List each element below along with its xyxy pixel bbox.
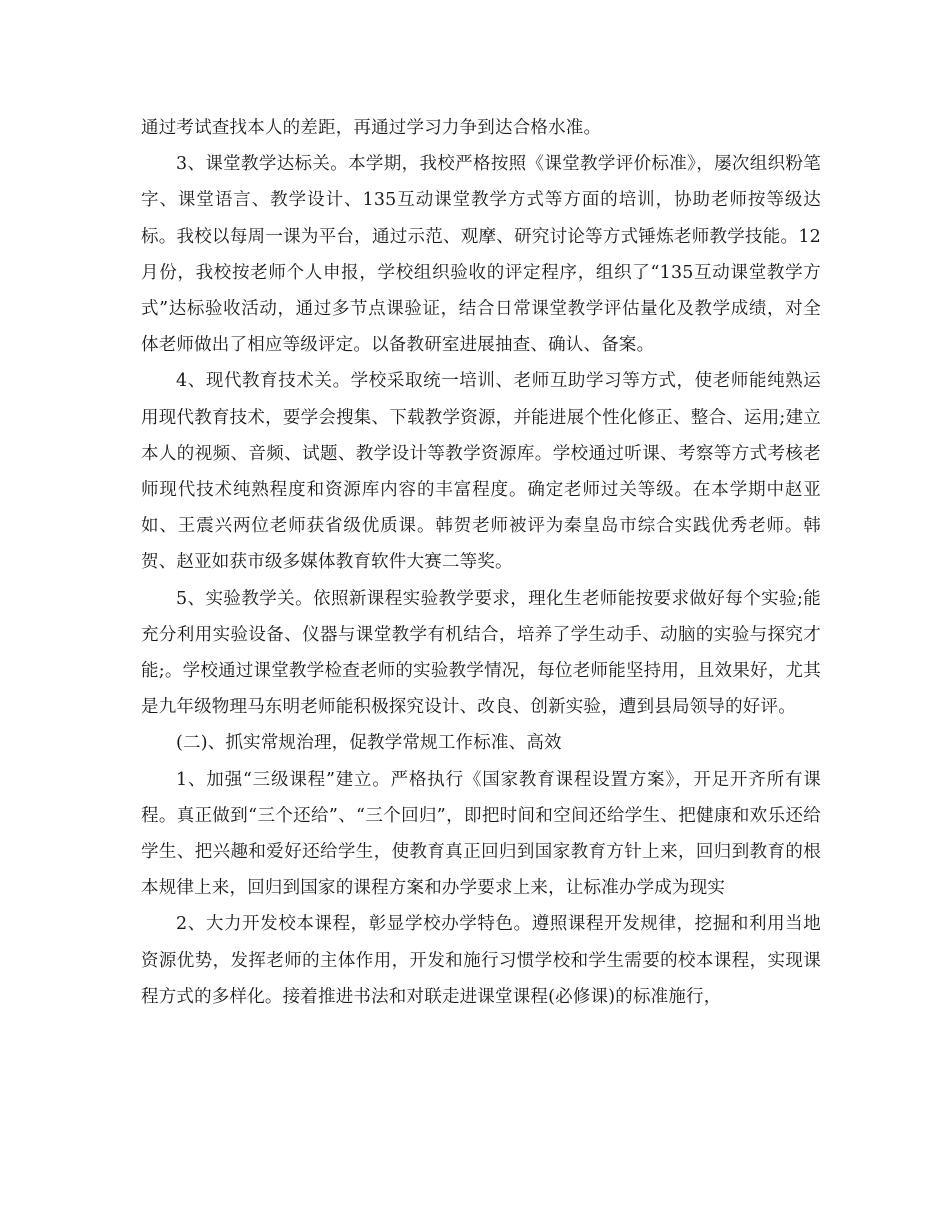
paragraph-5: 1、加强“三级课程”建立。严格执行《国家教育课程设置方案》，开足开齐所有课程。真正做到“三个还给”、“三个回归”，即把时间和空间还给学生、把健康和欢乐还给学生、把兴趣和爱好还给学生，使教育真正回归到国家教育方针上来，回归到教育的根本规律上来，回归到国家的课程方案和办学要求上来，让标准办学成为现实	[141, 769, 821, 899]
document-body	[141, 110, 821, 1015]
paragraph-2: 3、课堂教学达标关。本学期，我校严格按照《课堂教学评价标准》，屡次组织粉笔字、课堂语言、教学设计、135互动课堂教学方式等方面的培训，协助老师按等级达标。我校以每周一课为平台，通过示范、观摩、研究讨论等方式锤炼老师教学技能。12月份，我校按老师个人申报，学校组织验收的评定程序，组织了“135互动课堂教学方式”达标验收活动，通过多节点课验证，结合日常课堂教学评估量化及教学成绩，对全体老师做出了相应等级评定。以备教研室进展抽查、确认、备案。	[141, 154, 821, 356]
paragraph-3: 4、现代教育技术关。学校采取统一培训、老师互助学习等方式，使老师能纯熟运用现代教育技术，要学会搜集、下载教学资源，并能进展个性化修正、整合、运用;建立本人的视频、音频、试题、教学设计等教学资源库。学校通过听课、考察等方式考核老师现代技术纯熟程度和资源库内容的丰富程度。确定老师过关等级。在本学期中赵亚如、王震兴两位老师获省级优质课。韩贺老师被评为秦皇岛市综合实践优秀老师。韩贺、赵亚如获市级多媒体教育软件大赛二等奖。	[141, 371, 821, 573]
paragraph-1: 通过考试查找本人的差距，再通过学习力争到达合格水准。	[141, 118, 602, 138]
paragraph-4: 5、实验教学关。依照新课程实验教学要求，理化生老师能按要求做好每个实验;能充分利用实验设备、仪器与课堂教学有机结合，培养了学生动手、动脑的实验与探究才能;。学校通过课堂教学检查老师的实验教学情况，每位老师能坚持用，且效果好，尤其是九年级物理马东明老师能积极探究设计、改良、创新实验，遭到县局领导的好评。	[141, 588, 821, 718]
paragraph-6: 2、大力开发校本课程，彰显学校办学特色。遵照课程开发规律，挖掘和利用当地资源优势，发挥老师的主体作用，开发和施行习惯学校和学生需要的校本课程，实现课程方式的多样化。接着推进书法和对联走进课堂课程(必修课)的标准施行，	[141, 914, 821, 1007]
section-heading: (二)、抓实常规治理，促教学常规工作标准、高效	[176, 733, 562, 754]
